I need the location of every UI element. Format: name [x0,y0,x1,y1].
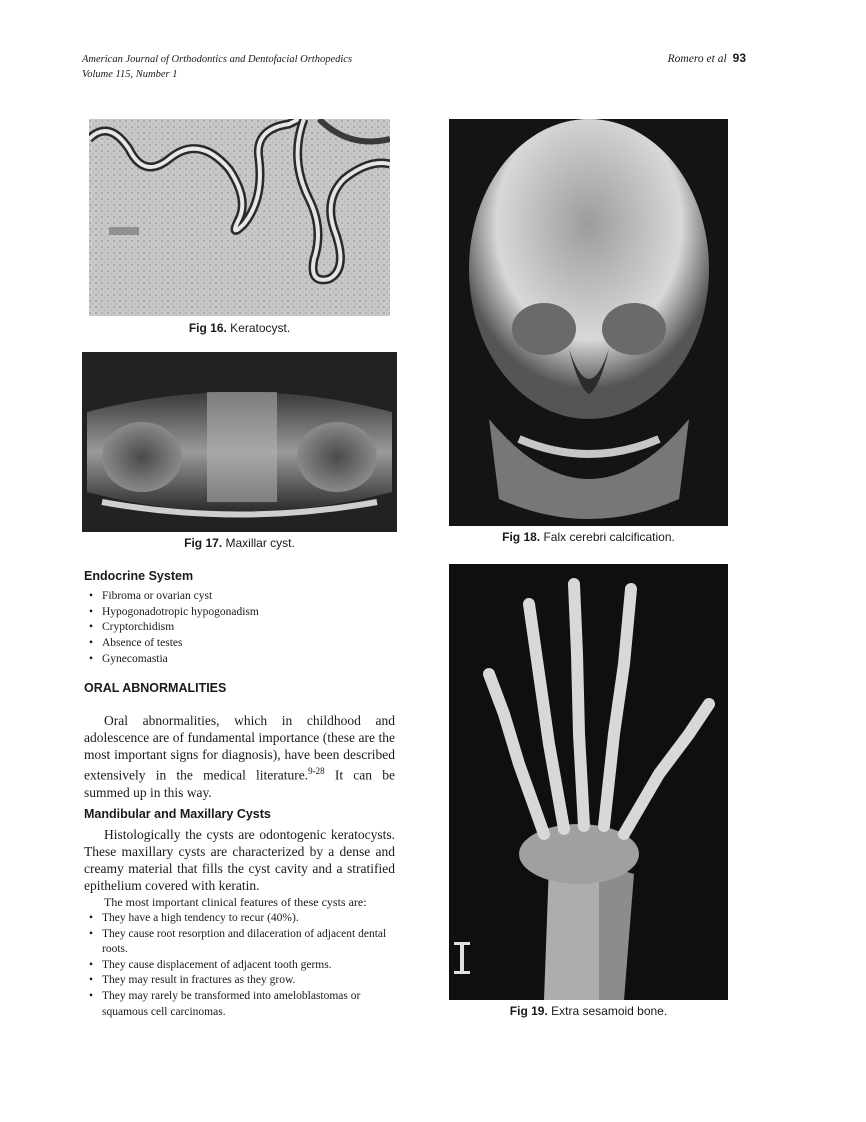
list-item: • They may result in fractures as they grow. [84,973,396,989]
figure-18-text: Falx cerebri calcification. [540,530,675,544]
list-item: • Cryptorchidism [84,620,404,636]
figure-18-caption [449,530,728,544]
page-number: 93 [732,51,746,65]
figure-16-label: Fig 16. [188,321,227,335]
figure-19-image [449,564,728,1000]
running-header [82,52,352,82]
list-item: • Fibroma or ovarian cyst [84,589,404,605]
oral-heading: ORAL ABNORMALITIES [84,681,227,695]
list-item: • They may rarely be transformed into ameloblastomas or squamous cell carcinomas. [84,989,396,1020]
list-item: • Hypogonadotropic hypogonadism [84,605,404,621]
list-item: • They cause root resorption and dilaceration of adjacent dental roots. [84,927,396,958]
oral-paragraph [84,712,395,801]
figure-19-caption [449,1004,728,1018]
authors: Romero et al [667,53,727,65]
list-item: • They cause displacement of adjacent tooth germs. [84,958,396,974]
figure-17-caption [82,536,397,550]
figure-18-image [449,119,728,526]
journal-volume: Volume 115, Number 1 [82,69,178,80]
cysts-paragraph-2-text: The most important clinical features of these cysts are: [104,895,367,909]
cysts-paragraph-1-text: Histologically the cysts are odontogenic keratocysts. These maxillary cysts are characterized by a dense and creamy material that fills the cyst cavity and a stratified epithelium covered with keratin. [84,827,395,893]
figure-17-label: Fig 17. [184,536,223,550]
figure-18-label: Fig 18. [502,530,541,544]
oral-paragraph-text: Oral abnormalities, which in childhood and adolescence are of fundamental importance (these are the most important signs for diagnosis), have been described extensively in the medical literature. [84,713,395,783]
endocrine-heading: Endocrine System [84,569,194,583]
list-item: • They have a high tendency to recur (40%). [84,911,396,927]
journal-title: American Journal of Orthodontics and Dentofacial Orthopedics [82,54,353,65]
figure-19-label: Fig 19. [509,1004,548,1018]
oral-paragraph-end: It can be summed up in this way. [84,767,395,800]
figure-16-text: Keratocyst. [226,321,291,335]
figure-16-image [89,119,390,316]
figure-16-caption [89,321,390,335]
cysts-features-list [84,911,396,1020]
cysts-heading: Mandibular and Maxillary Cysts [84,807,271,821]
figure-19-text: Extra sesamoid bone. [547,1004,668,1018]
figure-17-text: Maxillar cyst. [222,536,295,550]
cysts-paragraph-2 [84,895,395,910]
list-item: • Gynecomastia [84,652,404,668]
endocrine-list [84,589,404,668]
cysts-paragraph-1 [84,826,395,894]
page-header-right [668,51,746,65]
list-item: • Absence of testes [84,636,404,652]
reference-superscript: 9-28 [308,766,325,776]
figure-17-image [82,352,397,532]
